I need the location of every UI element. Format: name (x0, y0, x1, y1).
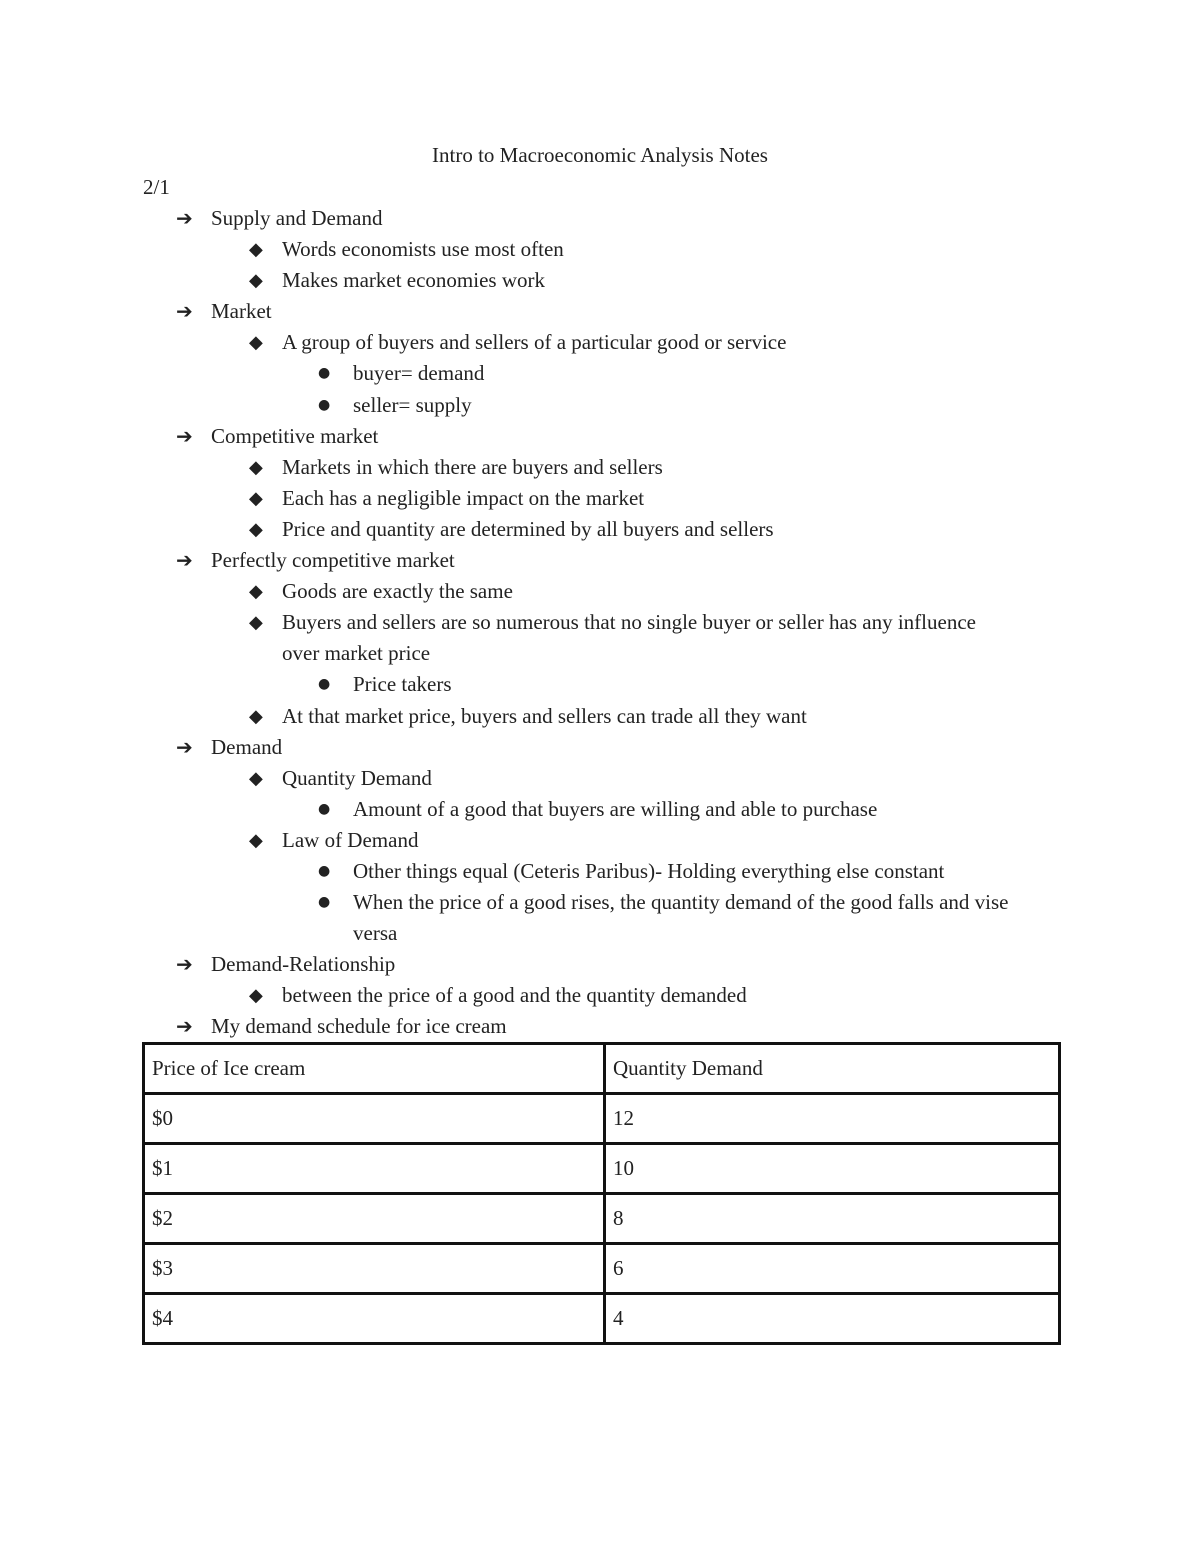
point-item (0, 825, 1200, 856)
point-item-text: Each has a negligible impact on the market (282, 485, 645, 510)
table-cell: 6 (605, 1244, 1060, 1294)
diamond-bullet-icon: ◆ (249, 705, 263, 727)
table-header-row (144, 1044, 1060, 1094)
section-heading-text: My demand schedule for ice cream (211, 1014, 507, 1039)
document-title: Intro to Macroeconomic Analysis Notes (432, 143, 768, 167)
arrow-icon: ➔ (176, 734, 193, 759)
point-item-text: Quantity Demand (282, 765, 432, 790)
diamond-bullet-icon: ◆ (249, 612, 263, 634)
table-cell: 12 (605, 1094, 1060, 1144)
dot-bullet-icon: ● (318, 800, 331, 817)
dot-bullet-icon: ● (318, 676, 331, 693)
section-heading-text: Supply and Demand (211, 206, 383, 230)
point-item (0, 234, 1200, 265)
diamond-bullet-icon: ◆ (249, 985, 263, 1007)
subpoint-item (0, 358, 1200, 389)
point-item (0, 327, 1200, 358)
dot-bullet-icon: ● (318, 365, 331, 382)
table-cell: 4 (605, 1294, 1060, 1344)
table-cell: $0 (144, 1094, 605, 1144)
section-heading (0, 1011, 1200, 1042)
notes-outline (0, 203, 1200, 1043)
subpoint-item (0, 669, 1200, 700)
point-item-text: Price and quantity are determined by all buyers and sellers (282, 516, 774, 541)
point-item (0, 763, 1200, 794)
subpoint-item (0, 794, 1200, 825)
section-heading (0, 949, 1200, 980)
table-cell: $2 (144, 1194, 605, 1244)
point-item-text: Makes market economies work (282, 268, 546, 293)
arrow-icon: ➔ (176, 548, 193, 573)
arrow-icon: ➔ (176, 206, 193, 230)
diamond-bullet-icon: ◆ (249, 332, 263, 354)
section-heading (0, 296, 1200, 327)
section-heading-text: Market (211, 299, 272, 324)
section-heading-text: Perfectly competitive market (211, 548, 455, 573)
subpoint-item-text: seller= supply (353, 392, 472, 417)
subpoint-item-text: When the price of a good rises, the quantity demand of the good falls and vise versa (353, 890, 1009, 946)
table-cell: $4 (144, 1294, 605, 1344)
subpoint-item-text: buyer= demand (353, 361, 485, 386)
section-heading-text: Demand (211, 734, 283, 759)
point-item-text: Words economists use most often (282, 237, 564, 262)
point-item (0, 514, 1200, 545)
table-header-cell: Quantity Demand (605, 1044, 1060, 1094)
diamond-bullet-icon: ◆ (249, 829, 263, 851)
point-item-text: At that market price, buyers and sellers can trade all they want (282, 703, 807, 728)
table-cell: $1 (144, 1144, 605, 1194)
point-item (0, 701, 1200, 732)
table-row (144, 1144, 1060, 1194)
section-heading (0, 203, 1200, 234)
arrow-icon: ➔ (176, 952, 193, 977)
point-item (0, 265, 1200, 296)
table-row (144, 1194, 1060, 1244)
table-cell: 10 (605, 1144, 1060, 1194)
subpoint-item (0, 887, 1200, 949)
dot-bullet-icon: ● (318, 862, 331, 879)
subpoint-item-text: Other things equal (Ceteris Paribus)- Holding everything else constant (353, 858, 945, 883)
dot-bullet-icon: ● (318, 894, 331, 911)
table-header-cell: Price of Ice cream (144, 1044, 605, 1094)
demand-schedule-table (142, 1042, 1061, 1345)
point-item-text: Markets in which there are buyers and sellers (282, 454, 663, 479)
table-row (144, 1094, 1060, 1144)
section-heading-text: Competitive market (211, 423, 379, 448)
diamond-bullet-icon: ◆ (249, 581, 263, 603)
point-item-text: Goods are exactly the same (282, 579, 513, 604)
arrow-icon: ➔ (176, 423, 193, 448)
table-cell: $3 (144, 1244, 605, 1294)
diamond-bullet-icon: ◆ (249, 239, 263, 261)
table-row (144, 1244, 1060, 1294)
point-item-text: Buyers and sellers are so numerous that no single buyer or seller has any influence over market price (282, 610, 976, 666)
section-heading (0, 732, 1200, 763)
point-item (0, 980, 1200, 1011)
subpoint-item (0, 856, 1200, 887)
arrow-icon: ➔ (176, 299, 193, 324)
diamond-bullet-icon: ◆ (249, 270, 263, 292)
point-item-text: Law of Demand (282, 827, 419, 852)
section-heading (0, 545, 1200, 576)
table-row (144, 1294, 1060, 1344)
subpoint-item-text: Price takers (353, 672, 452, 697)
point-item (0, 576, 1200, 607)
table-cell: 8 (605, 1194, 1060, 1244)
section-heading (0, 421, 1200, 452)
point-item-text: between the price of a good and the quantity demanded (282, 983, 747, 1008)
diamond-bullet-icon: ◆ (249, 456, 263, 478)
diamond-bullet-icon: ◆ (249, 518, 263, 540)
subpoint-item (0, 390, 1200, 421)
date-label: 2/1 (143, 175, 170, 199)
subpoint-item-text: Amount of a good that buyers are willing and able to purchase (353, 796, 878, 821)
point-item (0, 452, 1200, 483)
point-item (0, 483, 1200, 514)
section-heading-text: Demand-Relationship (211, 952, 396, 977)
point-item-text: A group of buyers and sellers of a particular good or service (282, 330, 787, 355)
dot-bullet-icon: ● (318, 396, 331, 413)
point-item (0, 607, 1200, 669)
arrow-icon: ➔ (176, 1014, 193, 1039)
diamond-bullet-icon: ◆ (249, 487, 263, 509)
diamond-bullet-icon: ◆ (249, 767, 263, 789)
